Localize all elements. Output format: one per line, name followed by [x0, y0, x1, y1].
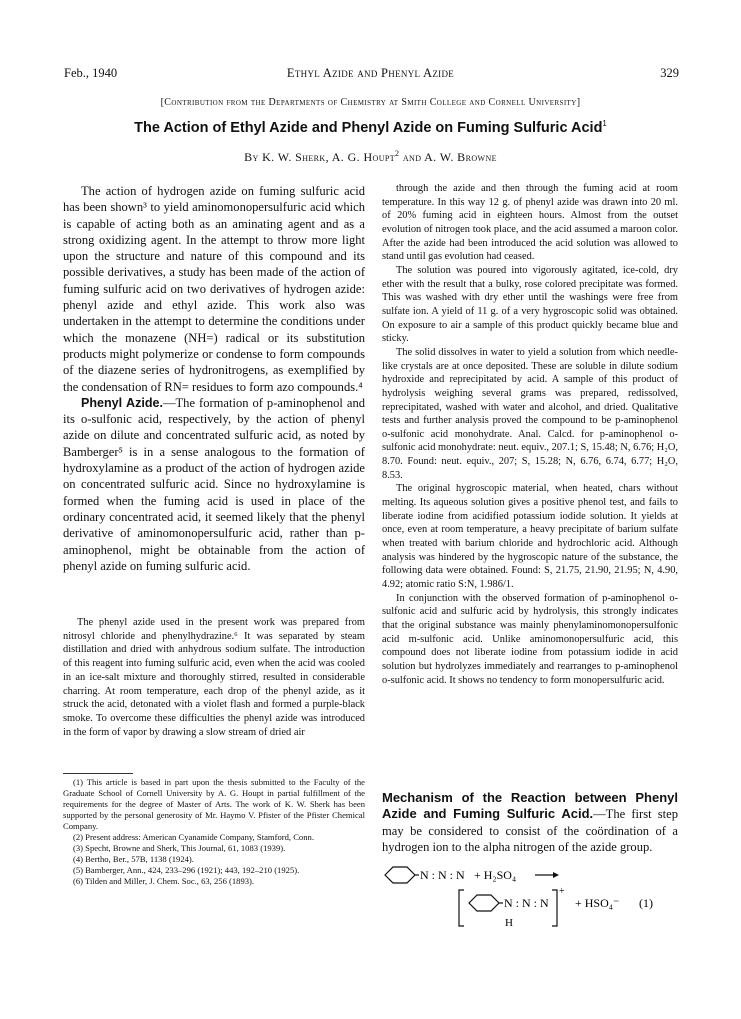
article-title	[0, 119, 741, 136]
right-paragraph-1: through the azide and then through the fuming acid at room temperature. In this way 12 g. of phenyl azide was drawn into 20 ml. of 20% fuming acid in eighteen hours. Almost from the outset evolution of nitrogen took place, and the acid assumed a maroon color. After the azide had been introduced the acid solution was allowed to stand until gas evolution had ceased.	[382, 183, 678, 263]
left-paragraph-2	[63, 395, 365, 574]
mechanism-paragraph	[382, 790, 678, 855]
right-paragraph-2: The solution was poured into vigorously agitated, ice-cold, dry ether with the result that a bulky, rose colored precipitate was formed. This was washed with dry ether until the washings were free from sulfate ion. A yield of 11 g. of a very hygroscopic solid was obtained. On exposure to air a sample of this product quickly became blue and sticky.	[382, 264, 678, 345]
footnote-1: (1) This article is based in part upon the thesis submitted to the Faculty of the Graduate School of Cornell University by A. G. Houpt in partial fulfillment of the requirements for the degree of Master of Arts. The work of K. W. Sherk has been supported by the personal generosity of Mr. Haymo V. Pfister of the Pfister Chemical Company.	[63, 777, 365, 831]
author-2-footnote-mark: 2	[395, 149, 400, 158]
author-line	[0, 149, 741, 165]
product-bracket-left	[459, 890, 464, 926]
contribution-line: [Contribution from the Departments of Chemistry at Smith College and Cornell University]	[160, 97, 581, 108]
author-2: A. G. Houpt	[331, 150, 396, 164]
header-date: Feb., 1940	[64, 66, 118, 80]
article-title-text: The Action of Ethyl Azide and Phenyl Azide on Fuming Sulfuric Acid	[134, 119, 603, 136]
benzene-ring-reactant	[385, 867, 419, 883]
equation-number: (1)	[639, 896, 653, 910]
left-column-experimental	[63, 616, 365, 739]
product-bracket-right	[552, 890, 557, 926]
footnote-3: (3) Specht, Browne and Sherk, This Journal, 61, 1083 (1939).	[73, 843, 286, 853]
right-column-mechanism	[382, 790, 678, 855]
product-bisulfate: + HSO₄⁻	[575, 896, 620, 910]
author-prefix: By	[244, 150, 263, 164]
phenyl-azide-heading: Phenyl Azide.	[81, 395, 163, 410]
product-hydrogen: H	[505, 917, 513, 929]
reactant-azide-atoms: N : N : N	[420, 868, 465, 882]
running-title: Ethyl Azide and Phenyl Azide	[286, 66, 455, 80]
footnote-6: (6) Tilden and Miller, J. Chem. Soc., 63, 256 (1893).	[73, 876, 255, 886]
title-footnote-mark: 1	[602, 119, 607, 128]
reaction-arrow-icon	[535, 872, 559, 878]
right-column-experimental	[382, 182, 678, 687]
footnotes	[63, 777, 365, 887]
mechanism-heading: Mechanism of the Reaction between Phenyl Azide and Fuming Sulfuric Acid.	[382, 790, 678, 822]
mechanism-text: —The first step may be considered to consist of the coördination of a hydrogen ion to the alpha nitrogen of the azide group.	[382, 807, 679, 854]
footnote-4: (4) Bertho, Ber., 57B, 1138 (1924).	[73, 854, 194, 864]
benzene-ring-product	[469, 895, 503, 911]
reaction-equation-1	[382, 864, 682, 934]
footnote-2: (2) Present address: American Cyanamide Company, Stamford, Conn.	[73, 832, 314, 842]
right-paragraph-5: In conjunction with the observed formation of p-aminophenol o-sulfonic acid and sulfuric acid by hydrolysis, this strongly indicates that the original substance was mainly phenylaminomonopersulfonic acid m-sulfonic acid. Unlike aminomonopersulfuric acid, this compound does not liberate iodine from potassium iodide in acid solution but hydrolyzes immediately and rearranges to p-aminophenol o-sulfonic acid. It shows no tendency to form monopersulfuric acid.	[382, 592, 678, 686]
phenyl-azide-text: —The formation of p-aminophenol and its o-sulfonic acid, respectively, by the action of phenyl azide on dilute and concentrated sulfuric acid, as noted by Bamberger⁵ is in a sense analogous to the formation of hydroxylamine as a product of the action of hydrogen azide on concentrated sulfuric acid. Since no hydroxylamine is formed when the fuming acid is used in place of the ordinary concentrated acid, it seemed likely that the phenyl derivative of aminomonopersulfuric acid, rather than p-aminophenol, might be obtainable from the action of phenyl azide on fuming sulfuric acid.	[63, 395, 365, 573]
author-1: K. W. Sherk,	[262, 150, 332, 164]
reactant-sulfuric-acid: + H₂SO₄	[474, 868, 517, 882]
footnote-5: (5) Bamberger, Ann., 424, 233–296 (1921); 443, 192–210 (1925).	[73, 865, 300, 875]
product-charge: +	[559, 886, 565, 897]
right-paragraph-3: The solid dissolves in water to yield a solution from which needle-like crystals are at once deposited. These are soluble in dilute sodium hydroxide and reprecipitated by acid. A sample of this product of hydrolysis weighing several grams was prepared, redissolved, reprecipitated, washed with water and alcohol, and dried. Qualitative tests and further analysis proved the compound to be p-aminophenol o-sulfonic acid monohydrate. Anal. Calcd. for p-aminophenol o-sulfonic acid monohydrate: neut. equiv., 207.1; S, 15.48; N, 6.76; H₂O, 8.70. Found: neut. equiv., 207; S, 15.28; N, 6.76, 6.74, 6.77; H₂O, 8.53.	[382, 346, 678, 481]
author-3: and A. W. Browne	[399, 150, 497, 164]
left-paragraph-1: The action of hydrogen azide on fuming sulfuric acid has been shown³ to yield aminomonopersulfuric acid which is capable of acting both as an aminating agent and as a strong oxidizing agent. In the attempt to throw more light upon the structure and nature of this compound and its possible derivatives, a study has been made of the action of fuming sulfuric acid on two derivatives of hydrogen azide: phenyl azide and ethyl azide. This work also was undertaken in the attempt to determine the conditions under which the monazene (NH=) radical or its substitution products might polymerize or condense to form compounds of the diazene series of hydronitrogens, as exemplified by the condensation of RN= residues to form azo compounds.⁴	[63, 184, 365, 394]
footnote-rule	[63, 773, 133, 774]
product-azide-atoms: N : N : N	[504, 896, 549, 910]
page-number: 329	[660, 66, 679, 80]
right-paragraph-4: The original hygroscopic material, when heated, chars without melting. Its aqueous solution gives a positive phenol test, and fails to liberate iodine from acidified potassium iodide solution. It yields at once, even at room temperature, a heavy precipitate of barium sulfate when treated with barium chloride and hydrochloric acid. Although analysis was hindered by the hygroscopic nature of the substance, the following data were obtained. Found: S, 21.75, 21.90, 21.95; N, 4.90, 4.92; atomic ratio S:N, 1.986/1.	[382, 483, 678, 591]
left-column-body	[63, 183, 365, 574]
left-paragraph-3: The phenyl azide used in the present work was prepared from nitrosyl chloride and phenylhydrazine.⁶ It was separated by steam distillation and dried with anhydrous sodium sulfate. The introduction of this reagent into fuming sulfuric acid, even when the acid was cooled in an ice-salt mixture and thoroughly stirred, resulted in considerable charring. At room temperature, each drop of the phenyl azide, as it struck the acid, detonated with a violet flash and formed a purple-black smoke. To overcome these difficulties the phenyl azide was introduced in the form of vapor by drawing a slow stream of dried air	[63, 617, 365, 738]
